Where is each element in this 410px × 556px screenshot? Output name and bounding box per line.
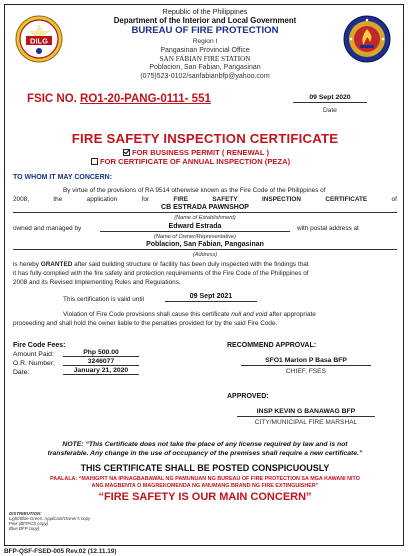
option-business-permit-label: FOR BUSINESS PERMIT ( RENEWAL ) — [132, 148, 269, 157]
certificate-sheet — [4, 4, 404, 546]
approved-name: INSP KEVIN G BANAWAG BFP — [237, 408, 375, 417]
option-annual-inspection-label: FOR CERTIFICATE OF ANNUAL INSPECTION (PEZA) — [100, 157, 291, 166]
p2-pre: is hereby — [13, 261, 39, 268]
fsic-date-label: Date — [323, 107, 337, 114]
recommend-approval-title: RECOMMEND APPROVAL: — [227, 342, 317, 349]
validity-label: This certification is valid until — [63, 296, 144, 303]
owner-caption: (Name of Owner/Representative) — [153, 234, 237, 240]
p3-null-void: null and void — [231, 311, 268, 318]
fees-date-value: January 21, 2020 — [63, 367, 139, 375]
posted-notice: THIS CERTIFICATE SHALL BE POSTED CONSPICUOUSLY — [80, 463, 330, 473]
paalala-line2: ANG MAGBENTA O MAGREKOMENDA NG ANUMANG BRAND NG FIRE EXTINGUISHER” — [91, 483, 319, 489]
station-line: SAN FABIAN FIRE STATION — [159, 55, 251, 63]
region-line: Region I — [192, 38, 218, 45]
owner-name: Edward Estrada — [100, 223, 290, 232]
republic-line: Republic of the Philippines — [162, 7, 248, 16]
establishment-caption: (Name of Establishment) — [174, 215, 236, 221]
paragraph3-line2: proceeding and shall hold the owner liable to the penalties provided for by the said Fire Code. — [13, 320, 278, 327]
checkbox-empty-icon — [91, 158, 98, 165]
distribution — [9, 511, 90, 531]
approved-position: CITY/MUNICIPAL FIRE MARSHAL — [254, 419, 358, 426]
dilg-logo-text: DILG — [30, 36, 48, 46]
recommend-name: SFO1 Marlon P Basa BFP — [241, 357, 371, 366]
fsic-number — [27, 93, 211, 105]
option-business-permit — [123, 148, 269, 157]
paragraph2-line3: 2008 and its Revised Implementing Rules and Regulations. — [13, 279, 181, 286]
paragraph3-line1 — [63, 311, 316, 319]
distribution-item-1: Light/Blue-Green: Applicant/Owner's copy — [9, 516, 91, 521]
p2-granted: GRANTED — [40, 261, 73, 268]
paragraph2-line1 — [13, 261, 309, 269]
note-line1: NOTE: “This Certificate does not take the place of any license required by law and is not — [62, 441, 348, 448]
postal-address: Poblacion, San Fabian, Pangasinan — [13, 241, 397, 250]
p1-certificate: CERTIFICATE — [325, 196, 368, 203]
owned-suffix: with postal address at — [297, 225, 359, 232]
fees-amount-label: Amount Paid: — [13, 351, 54, 358]
bureau-line: BUREAU OF FIRE PROTECTION — [131, 25, 279, 36]
distribution-item-3: Blue BFP copy) — [9, 526, 40, 531]
option-annual-inspection — [91, 157, 290, 166]
slogan: “FIRE SAFETY IS OUR MAIN CONCERN” — [98, 491, 312, 503]
fees-or-label: O.R. Number: — [13, 360, 55, 367]
p1-the: the — [53, 196, 63, 203]
office-line: Pangasinan Provincial Office — [160, 47, 250, 54]
validity-date: 09 Sept 2021 — [165, 293, 257, 302]
p1-year: 2008, — [13, 196, 29, 203]
checkbox-checked-icon — [123, 149, 130, 156]
approved-title: APPROVED: — [227, 393, 269, 400]
p1-fire: FIRE — [173, 196, 188, 203]
fees-amount-value: Php 500.00 — [63, 349, 139, 357]
p2-post: after said building structure or facility has been duly inspected with the findings that — [74, 261, 309, 268]
form-code: BFP-QSF-FSED-005 Rev.02 (12.11.19) — [4, 548, 117, 555]
fsic-label: FSIC NO. — [27, 93, 77, 105]
establishment-name: CB ESTRADA PAWNSHOP — [13, 204, 397, 213]
distribution-item-2: Pink (BFP/CS copy) — [9, 521, 49, 526]
distribution-title: DISTRIBUTION: — [9, 511, 42, 516]
p1-of: of — [391, 196, 397, 203]
certificate-title: FIRE SAFETY INSPECTION CERTIFICATE — [71, 131, 339, 146]
p3-pre: Violation of Fire Code provisions shall cause this certificate — [63, 311, 230, 318]
paalala-line1: PAALALA: “MAHIGPIT NA IPINAGBABAWAL NG PAMUNUAN NG BUREAU OF FIRE PROTECTION SA MGA KAWANI NITO — [50, 476, 360, 482]
p1-safety: SAFETY — [212, 196, 238, 203]
fsic-date-value: 09 Sept 2020 — [293, 94, 367, 103]
p1-for: for — [141, 196, 150, 203]
paragraph1-line1: By virtue of the provisions of RA 9514 otherwise known as the Fire Code of the Philippines of — [63, 187, 326, 194]
fees-date-label: Date: — [13, 369, 30, 376]
recommend-position: CHIEF, FSES — [286, 368, 326, 375]
department-line: Department of the Interior and Local Government — [113, 16, 297, 25]
salutation: TO WHOM IT MAY CONCERN: — [13, 174, 113, 181]
p3-post: after appropriate — [268, 311, 316, 318]
address-caption: (Address) — [192, 252, 218, 258]
owned-prefix: owned and managed by — [13, 225, 82, 232]
paragraph1-line2 — [13, 196, 397, 204]
paragraph2-line2: it has fully complied with the fire safety and protection requirements of the Fire Code of the Philippines of — [13, 270, 309, 277]
p1-application: application — [86, 196, 118, 203]
note-line2: transferable. Any change in the use of occupancy of the premises shall require a new certificate.” — [47, 450, 363, 457]
address-line: Poblacion, San Fabian, Pangasinan — [149, 64, 261, 71]
fees-or-value: 3246077 — [63, 358, 139, 366]
contact-line: (075)523-0102/sanfabianbfp@yahoo.com — [140, 73, 270, 80]
fees-title: Fire Code Fees: — [13, 342, 66, 349]
p1-inspection: INSPECTION — [261, 196, 302, 203]
fsic-value: RO1-20-PANG-0111- 551 — [80, 93, 211, 105]
